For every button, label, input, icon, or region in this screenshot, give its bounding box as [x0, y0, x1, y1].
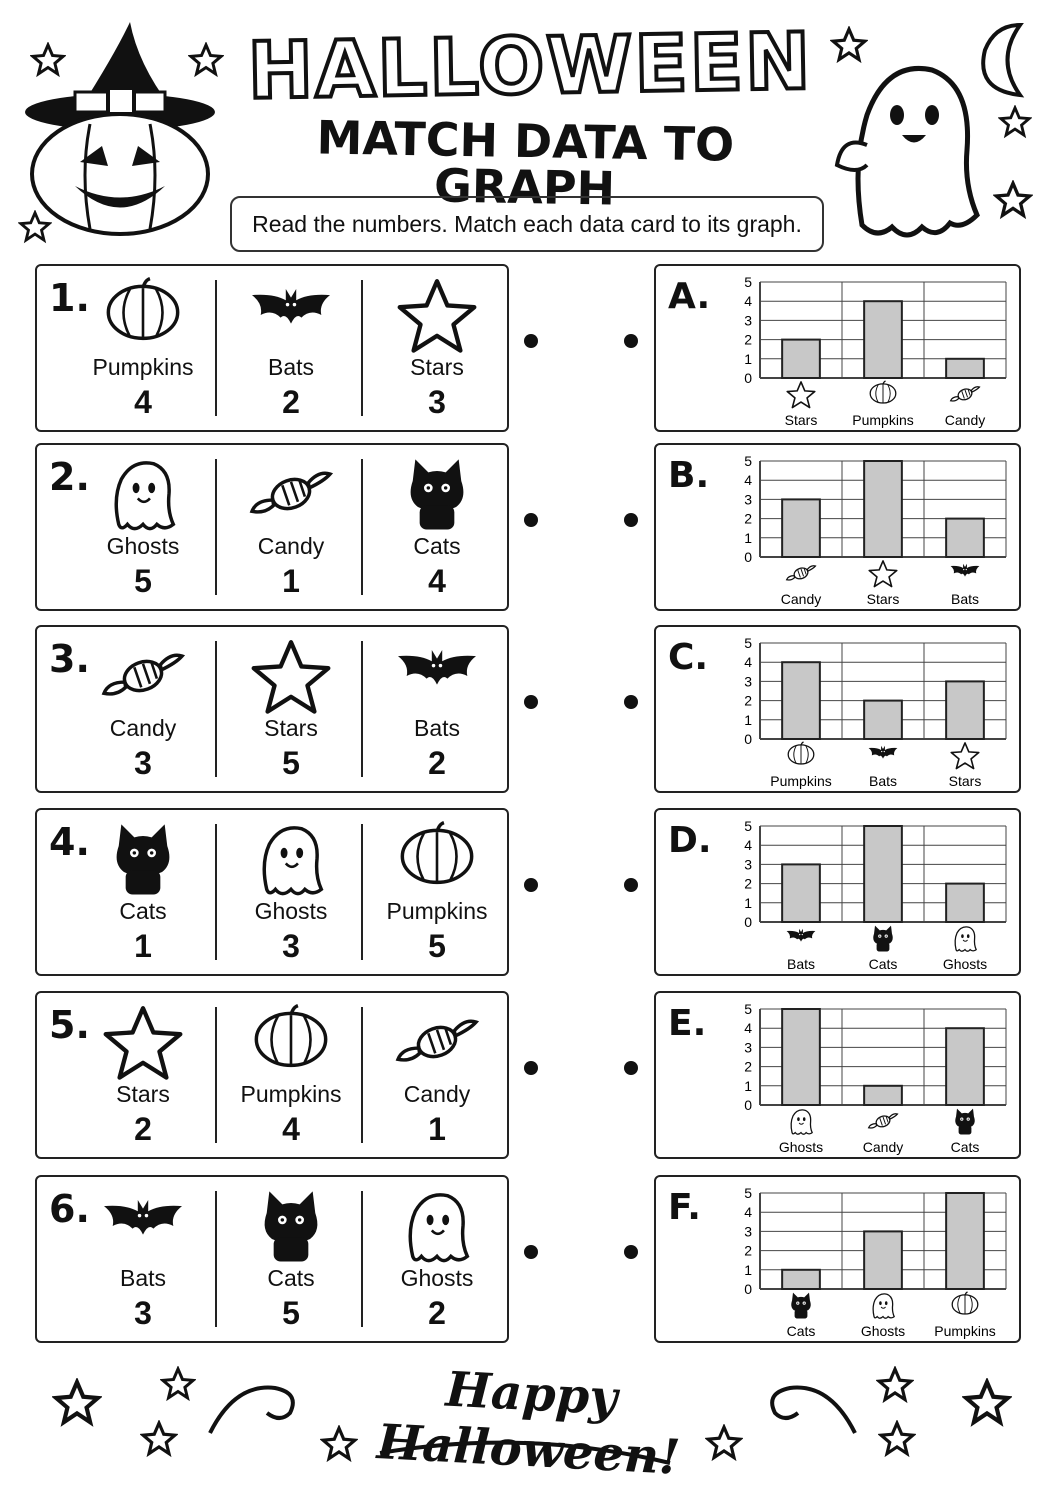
y-tick-label: 5 [744, 453, 752, 469]
data-card-2 [35, 443, 509, 611]
divider [361, 824, 363, 960]
divider [215, 459, 217, 595]
data-item [218, 993, 364, 1157]
item-count: 2 [428, 745, 446, 781]
cat-icon [98, 820, 188, 898]
data-item [70, 266, 216, 430]
y-tick-label: 5 [744, 1185, 752, 1201]
graph-letter: D. [668, 820, 712, 861]
bar-candy [864, 1086, 902, 1105]
match-dot-left-1[interactable] [524, 334, 538, 348]
cat-icon [246, 1187, 336, 1265]
cat-icon [955, 1109, 974, 1135]
bar-cats [864, 826, 902, 922]
star-icon [869, 561, 897, 587]
item-count: 3 [134, 745, 152, 781]
y-tick-label: 0 [744, 549, 752, 565]
y-tick-label: 2 [744, 1242, 752, 1259]
data-item [218, 266, 364, 430]
star-icon [705, 1424, 743, 1462]
star-icon [787, 382, 815, 408]
y-tick-label: 4 [744, 837, 752, 854]
item-label: Ghosts [106, 533, 180, 559]
graph-letter: B. [668, 455, 710, 496]
item-label: Stars [264, 715, 318, 741]
data-card-1 [35, 264, 509, 432]
match-dot-left-5[interactable] [524, 1061, 538, 1075]
x-tick-label: Stars [866, 591, 900, 607]
y-tick-label: 4 [744, 654, 752, 671]
y-tick-label: 0 [744, 1097, 752, 1113]
cat-icon [873, 926, 892, 952]
bar-graph-5 [654, 991, 1021, 1159]
graph-plot [656, 445, 1019, 609]
page-subtitle: MATCH DATA TO GRAPH [316, 110, 735, 216]
item-label: Bats [413, 715, 461, 741]
bar-graph-4 [654, 808, 1021, 976]
pumpkin-icon [98, 276, 188, 354]
data-item [70, 445, 216, 609]
x-tick-label: Candy [862, 1139, 904, 1155]
bat-icon [98, 1187, 188, 1265]
graph-plot [656, 810, 1019, 974]
data-card-6 [35, 1175, 509, 1343]
match-dot-right-6[interactable] [624, 1245, 638, 1259]
candy-icon [869, 1114, 898, 1129]
divider [361, 459, 363, 595]
card-number: 5. [49, 1003, 90, 1047]
y-tick-label: 0 [744, 1281, 752, 1297]
x-tick-label: Cats [786, 1323, 816, 1339]
item-label: Candy [109, 715, 177, 741]
ghost-icon [873, 1294, 894, 1318]
item-label: Ghosts [400, 1265, 474, 1291]
item-label: Stars [116, 1081, 170, 1107]
y-tick-label: 0 [744, 731, 752, 747]
graph-plot [656, 627, 1019, 791]
x-tick-label: Ghosts [942, 956, 988, 972]
bar-candy [782, 499, 820, 557]
pumpkin-icon [952, 1292, 978, 1314]
divider [361, 1007, 363, 1143]
swirl-right-icon [760, 1378, 860, 1438]
y-tick-label: 4 [744, 293, 752, 310]
star-icon [951, 743, 979, 769]
x-tick-label: Cats [950, 1139, 980, 1155]
data-item [70, 810, 216, 974]
bar-pumpkins [782, 662, 820, 739]
graph-plot [656, 1177, 1019, 1341]
y-tick-label: 3 [744, 1039, 752, 1056]
bat-icon [787, 929, 816, 942]
x-tick-label: Stars [948, 773, 982, 789]
star-icon [320, 1425, 358, 1463]
y-tick-label: 4 [744, 472, 752, 489]
bat-icon [869, 746, 898, 759]
y-tick-label: 1 [744, 350, 752, 367]
match-dot-right-5[interactable] [624, 1061, 638, 1075]
pumpkin-icon [246, 1003, 336, 1081]
data-card-5 [35, 991, 509, 1159]
bar-ghosts [946, 884, 984, 922]
data-item [218, 1177, 364, 1341]
y-tick-label: 5 [744, 635, 752, 651]
x-tick-label: Bats [868, 773, 898, 789]
star-icon [30, 42, 66, 78]
item-count: 2 [428, 1295, 446, 1331]
star-icon [246, 637, 336, 715]
bar-stars [946, 681, 984, 739]
match-dot-right-2[interactable] [624, 513, 638, 527]
match-dot-right-1[interactable] [624, 334, 638, 348]
y-tick-label: 2 [744, 875, 752, 892]
bar-bats [864, 701, 902, 739]
bar-pumpkins [946, 1193, 984, 1289]
match-dot-left-3[interactable] [524, 695, 538, 709]
graph-letter: F. [668, 1187, 701, 1228]
card-number: 4. [49, 820, 90, 864]
y-tick-label: 4 [744, 1204, 752, 1221]
y-tick-label: 2 [744, 1058, 752, 1075]
x-tick-label: Bats [786, 956, 816, 972]
item-count: 3 [428, 384, 446, 420]
item-label: Cats [267, 1265, 315, 1291]
data-item [70, 993, 216, 1157]
match-dot-right-3[interactable] [624, 695, 638, 709]
y-tick-label: 3 [744, 491, 752, 508]
data-item [218, 445, 364, 609]
bar-graph-3 [654, 625, 1021, 793]
candy-icon [246, 455, 336, 533]
item-count: 1 [428, 1111, 446, 1147]
y-tick-label: 3 [744, 673, 752, 690]
y-tick-label: 3 [744, 312, 752, 329]
divider [215, 1007, 217, 1143]
instructions-text: Read the numbers. Match each data card to its graph. [252, 210, 802, 237]
bar-stars [782, 340, 820, 378]
data-item [218, 627, 364, 791]
bar-ghosts [782, 1009, 820, 1105]
divider [215, 280, 217, 416]
graph-letter: A. [668, 276, 711, 317]
graph-plot [656, 266, 1019, 430]
match-dot-right-4[interactable] [624, 878, 638, 892]
y-tick-label: 0 [744, 370, 752, 386]
ghost-icon [832, 55, 982, 245]
bar-candy [946, 359, 984, 378]
data-card-3 [35, 625, 509, 793]
bar-bats [946, 519, 984, 557]
data-card-4 [35, 808, 509, 976]
item-count: 4 [134, 384, 152, 420]
y-tick-label: 5 [744, 818, 752, 834]
item-count: 1 [282, 563, 300, 599]
match-dot-left-2[interactable] [524, 513, 538, 527]
data-item [218, 810, 364, 974]
y-tick-label: 5 [744, 274, 752, 290]
pumpkin-icon [788, 742, 814, 764]
divider [361, 280, 363, 416]
item-label: Cats [413, 533, 461, 559]
bar-graph-1 [654, 264, 1021, 432]
graph-letter: E. [668, 1003, 707, 1044]
bar-cats [782, 1270, 820, 1289]
x-tick-label: Pumpkins [934, 1323, 996, 1339]
star-icon [18, 210, 52, 244]
x-tick-label: Ghosts [860, 1323, 906, 1339]
y-tick-label: 2 [744, 510, 752, 527]
x-tick-label: Candy [944, 412, 986, 428]
data-item [364, 266, 510, 430]
pumpkin-icon [870, 381, 896, 403]
item-label: Ghosts [254, 898, 328, 924]
item-count: 3 [134, 1295, 152, 1331]
graph-letter: C. [668, 637, 709, 678]
item-label: Pumpkins [386, 898, 488, 924]
item-count: 5 [134, 563, 152, 599]
bat-icon [951, 564, 980, 577]
match-dot-left-4[interactable] [524, 878, 538, 892]
item-count: 2 [134, 1111, 152, 1147]
card-number: 1. [49, 276, 90, 320]
y-tick-label: 1 [744, 1261, 752, 1278]
y-tick-label: 2 [744, 331, 752, 348]
item-label: Candy [403, 1081, 471, 1107]
data-item [364, 810, 510, 974]
page-title: HALLOWEEN [247, 17, 813, 117]
y-tick-label: 5 [744, 1001, 752, 1017]
star-icon [392, 276, 482, 354]
cat-icon [791, 1293, 810, 1319]
graph-plot [656, 993, 1019, 1157]
y-tick-label: 1 [744, 894, 752, 911]
card-number: 3. [49, 637, 90, 681]
star-icon [878, 1420, 916, 1458]
star-icon [830, 26, 868, 64]
divider [215, 824, 217, 960]
star-icon [188, 42, 224, 78]
card-number: 2. [49, 455, 90, 499]
divider [361, 1191, 363, 1327]
item-count: 5 [282, 1295, 300, 1331]
footer-greeting: Happy Halloween! [375, 1361, 682, 1486]
star-icon [998, 105, 1032, 139]
item-count: 4 [282, 1111, 300, 1147]
star-icon [160, 1366, 196, 1402]
item-count: 5 [282, 745, 300, 781]
item-count: 1 [134, 928, 152, 964]
item-label: Pumpkins [240, 1081, 342, 1107]
item-label: Candy [257, 533, 325, 559]
ghost-icon [246, 820, 336, 898]
y-tick-label: 1 [744, 1077, 752, 1094]
star-icon [52, 1378, 102, 1428]
item-label: Stars [410, 354, 464, 380]
item-label: Pumpkins [92, 354, 194, 380]
bar-cats [946, 1028, 984, 1105]
ghost-icon [791, 1110, 812, 1134]
star-icon [962, 1378, 1012, 1428]
bar-ghosts [864, 1231, 902, 1289]
bar-bats [782, 864, 820, 922]
candy-icon [787, 566, 816, 581]
x-tick-label: Bats [950, 591, 980, 607]
ghost-icon [392, 1187, 482, 1265]
star-icon [993, 180, 1033, 220]
x-tick-label: Cats [868, 956, 898, 972]
item-count: 2 [282, 384, 300, 420]
item-label: Bats [267, 354, 315, 380]
divider [361, 641, 363, 777]
x-tick-label: Pumpkins [770, 773, 832, 789]
y-tick-label: 3 [744, 1223, 752, 1240]
item-label: Cats [119, 898, 167, 924]
pumpkin-icon [392, 820, 482, 898]
item-label: Bats [119, 1265, 167, 1291]
y-tick-label: 0 [744, 914, 752, 930]
item-count: 4 [428, 563, 446, 599]
star-icon [876, 1366, 914, 1404]
card-number: 6. [49, 1187, 90, 1231]
star-icon [98, 1003, 188, 1081]
y-tick-label: 1 [744, 711, 752, 728]
x-tick-label: Stars [784, 412, 818, 428]
footer-underline [375, 1428, 675, 1468]
candy-icon [392, 1003, 482, 1081]
item-count: 3 [282, 928, 300, 964]
y-tick-label: 2 [744, 692, 752, 709]
y-tick-label: 4 [744, 1020, 752, 1037]
data-item [364, 627, 510, 791]
ghost-icon [955, 927, 976, 951]
candy-icon [98, 637, 188, 715]
ghost-icon [98, 455, 188, 533]
instructions-box [230, 196, 824, 252]
divider [215, 641, 217, 777]
moon-icon [975, 20, 1025, 100]
bar-graph-6 [654, 1175, 1021, 1343]
data-item [364, 445, 510, 609]
bar-graph-2 [654, 443, 1021, 611]
cat-icon [392, 455, 482, 533]
y-tick-label: 1 [744, 529, 752, 546]
x-tick-label: Candy [780, 591, 822, 607]
data-item [70, 1177, 216, 1341]
data-item [364, 993, 510, 1157]
data-item [364, 1177, 510, 1341]
data-item [70, 627, 216, 791]
candy-icon [951, 387, 980, 402]
bar-pumpkins [864, 301, 902, 378]
star-icon [140, 1420, 178, 1458]
match-dot-left-6[interactable] [524, 1245, 538, 1259]
x-tick-label: Ghosts [778, 1139, 824, 1155]
divider [215, 1191, 217, 1327]
bat-icon [392, 637, 482, 715]
bat-icon [246, 276, 336, 354]
x-tick-label: Pumpkins [852, 412, 914, 428]
item-count: 5 [428, 928, 446, 964]
bar-stars [864, 461, 902, 557]
swirl-left-icon [205, 1378, 305, 1438]
y-tick-label: 3 [744, 856, 752, 873]
